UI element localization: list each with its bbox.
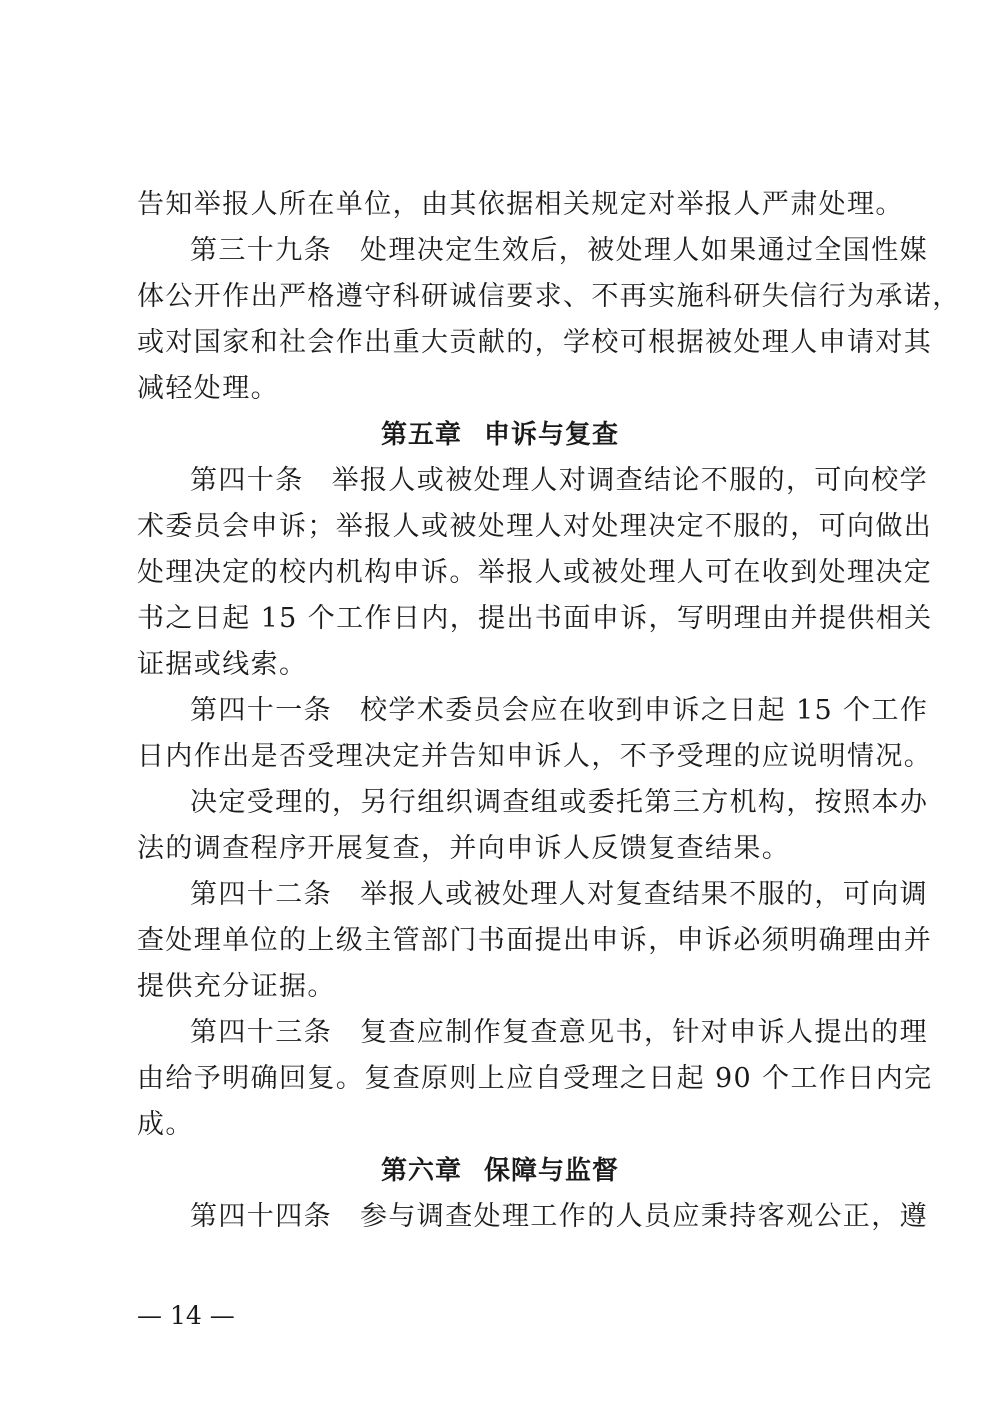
paragraph-line: 体公开作出严格遵守科研诚信要求、不再实施科研失信行为承诺， [137,281,961,312]
paragraph-line: 查处理单位的上级主管部门书面提出申诉，申诉必须明确理由并 [137,925,933,956]
paragraph-line: 提供充分证据。 [137,971,336,1002]
article-label: 第四十条 [190,465,304,496]
chapter-5-heading: 第五章 申诉与复查 [380,420,620,450]
article-42-line: 第四十二条 举报人或被处理人对复查结果不服的，可向调 [190,879,928,910]
paragraph-line: 决定受理的，另行组织调查组或委托第三方机构，按照本办 [190,787,929,818]
article-label: 第四十二条 [190,879,332,910]
article-43-line: 第四十三条 复查应制作复查意见书，针对申诉人提出的理 [190,1017,928,1048]
page-number: — 14 — [137,1301,235,1330]
paragraph-line: 告知举报人所在单位，由其依据相关规定对举报人严肃处理。 [137,189,904,220]
paragraph-line: 证据或线索。 [137,649,308,680]
chapter-6-heading: 第六章 保障与监督 [380,1156,620,1186]
article-41-line: 第四十一条 校学术委员会应在收到申诉之日起 15 个工作 [190,695,929,726]
paragraph-line: 术委员会申诉；举报人或被处理人对处理决定不服的，可向做出 [137,511,933,542]
article-44-line: 第四十四条 参与调查处理工作的人员应秉持客观公正，遵 [190,1201,928,1232]
paragraph-line: 日内作出是否受理决定并告知申诉人，不予受理的应说明情况。 [137,741,933,772]
article-39-line: 第三十九条 处理决定生效后，被处理人如果通过全国性媒 [190,235,928,266]
paragraph-line: 法的调查程序开展复查，并向申诉人反馈复查结果。 [137,833,791,864]
article-label: 第四十四条 [190,1201,332,1232]
paragraph-line: 成。 [137,1109,194,1140]
paragraph-line: 或对国家和社会作出重大贡献的，学校可根据被处理人申请对其 [137,327,933,358]
article-label: 第四十一条 [190,695,332,726]
article-40-line: 第四十条 举报人或被处理人对调查结论不服的，可向校学 [190,465,929,496]
article-label: 第三十九条 [190,235,332,266]
paragraph-line: 书之日起 15 个工作日内，提出书面申诉，写明理由并提供相关 [137,603,933,634]
paragraph-line: 减轻处理。 [137,373,279,404]
paragraph-line: 处理决定的校内机构申诉。举报人或被处理人可在收到处理决定 [137,557,933,588]
article-label: 第四十三条 [190,1017,332,1048]
paragraph-line: 由给予明确回复。复查原则上应自受理之日起 90 个工作日内完 [137,1063,933,1094]
